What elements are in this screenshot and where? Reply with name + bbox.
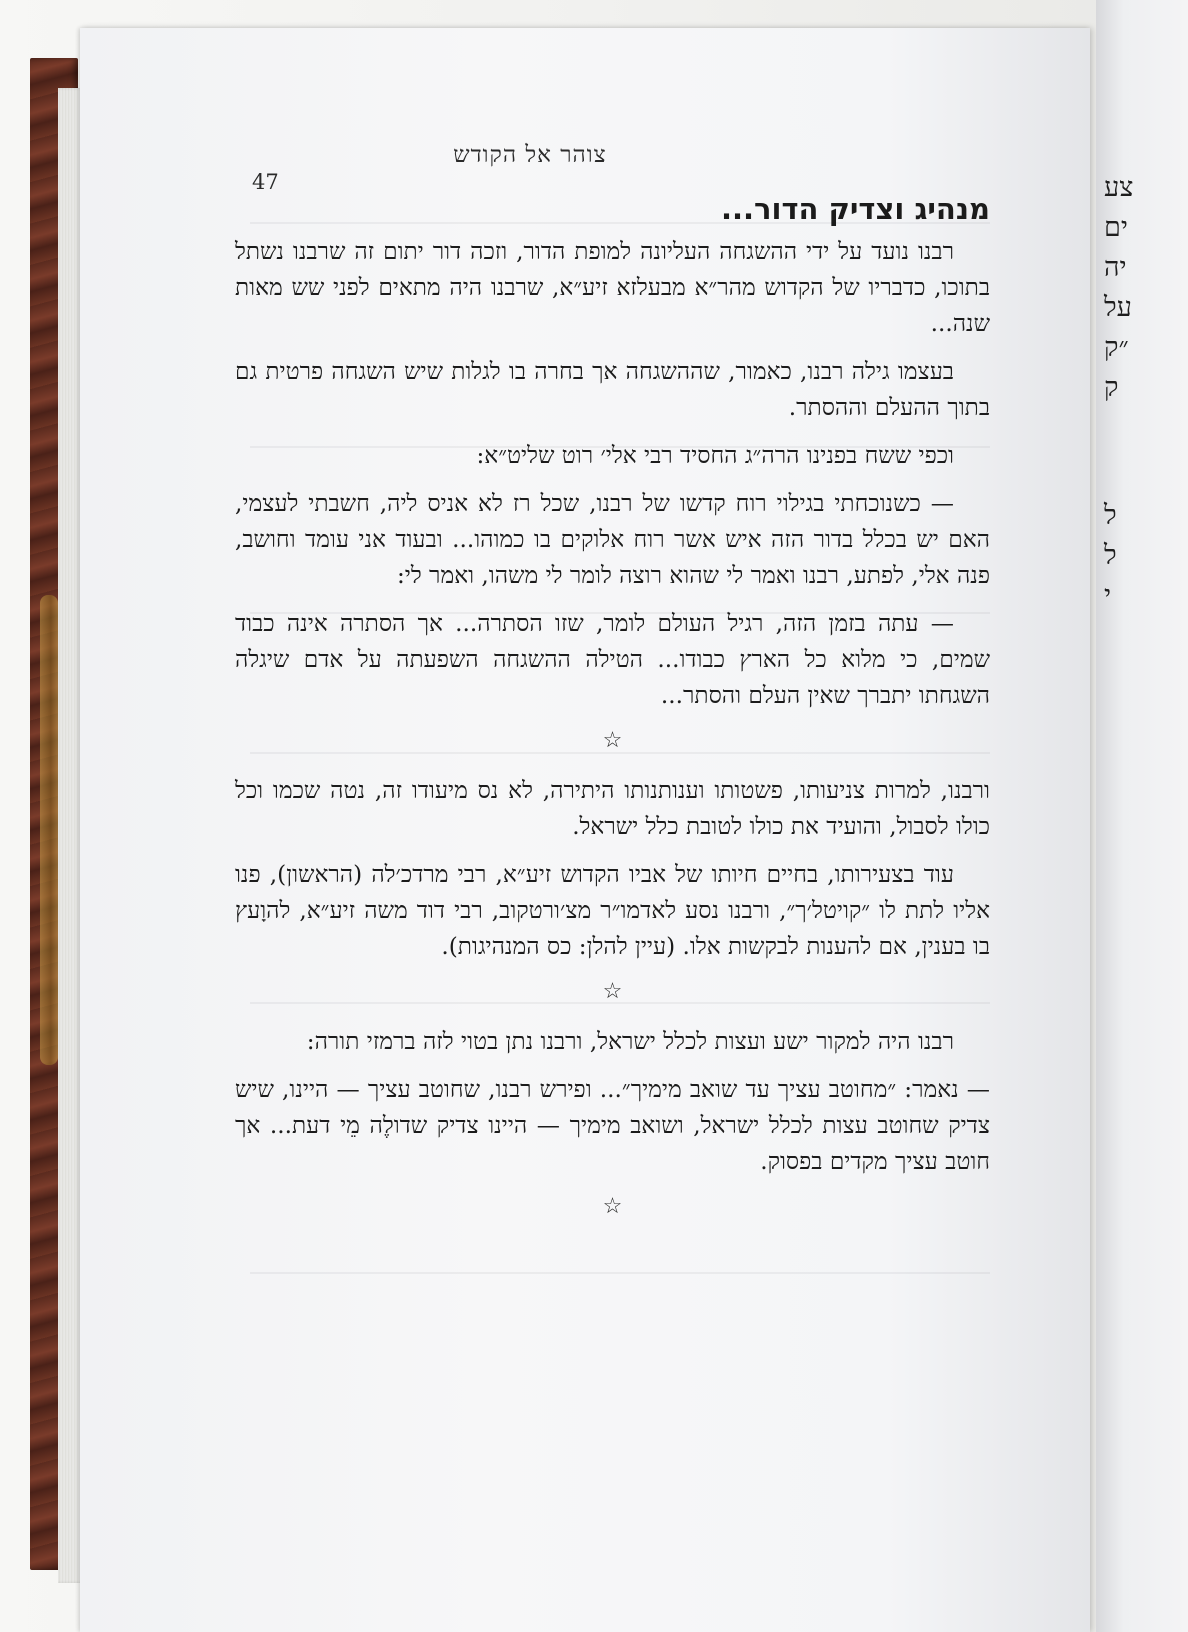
facing-page-fragment: ל [1104, 500, 1117, 531]
facing-page-fragment: י [1104, 580, 1112, 611]
paragraph: ורבנו, למרות צניעותו, פשטותו וענותנותו היתירה, לא נס מיעודו זה, נטה שכמו וכל כולו לסבול, והועיד את כולו לטובת כלל ישראל. [235, 777, 990, 840]
paragraph: עוד בצעירותו, בחיים חיותו של אביו הקדוש זיע״א, רבי מרדכ׳לה (הראשון), פנו אליו לתת לו ״קויטל׳ך״, ורבנו נסע לאדמו״ר מצ׳ורטקוב, רבי דוד משה זיע״א, להוָעץ בו בענין, אם להענות לבקשות אלו. (עיין להלן: כס המנהיגות). [235, 861, 990, 960]
running-header: צוהר אל הקודש [453, 142, 607, 168]
page-body [235, 188, 990, 1239]
paragraph: רבנו נועד על ידי ההשגחה העליונה למופת הדור, וזכה דור יתום זה שרבנו נשתל בתוכו, כדבריו של הקדוש מהר״א מבעלזא זיע״א, שרבנו היה מתאים לפני שש מאות שנה... [235, 238, 990, 337]
bleed-through [250, 1272, 990, 1274]
facing-page-fragment: ק [1104, 372, 1119, 403]
facing-page-fragment: צע [1104, 172, 1134, 203]
page-number: 47 [252, 170, 279, 194]
paragraph: בעצמו גילה רבנו, כאמור, שההשגחה אך בחרה בו לגלות שיש השגחה פרטית גם בתוך ההעלם וההסתר. [235, 358, 990, 421]
star-separator: ☆ [602, 979, 623, 1004]
facing-page-fragment: ים [1104, 212, 1128, 243]
section-title: מנהיג וצדיק הדור... [720, 192, 990, 226]
quote-paragraph: — עתה בזמן הזה, רגיל העולם לומר, שזו הסתרה... אך הסתרה אינה כבוד שמים, כי מלוא כל הארץ כבודו... הטילה ההשגחה השפעתה על אדם שיגלה השגחתו יתברך שאין העלם והסתר... [235, 610, 990, 709]
facing-page-fragment: ל [1104, 540, 1117, 571]
quote-paragraph: — נאמר: ״מחוטב עציך עד שואב מימיך״... ופירש רבנו, שחוטב עציך — היינו, שיש צדיק שחוטב עצות לכלל ישראל, ושואב מימיך — היינו צדיק שדולֶה מֵי דעת... אך חוטב עציך מקדים בפסוק. [235, 1076, 990, 1175]
facing-page-fragment: יה [1104, 252, 1127, 283]
quote-paragraph: — כשנוכחתי בגילוי רוח קדשו של רבנו, שכל רז לא אניס ליה, חשבתי לעצמי, האם יש בכלל בדור הזה איש אשר רוח אלוקים בו כמוהו... ובעוד אני עומד וחושב, פנה אלי, לפתע, רבנו ואמר לי שהוא רוצה לומר לי משהו, ואמר לי: [235, 490, 990, 589]
paragraph: רבנו היה למקור ישע ועצות לכלל ישראל, ורבנו נתן בטוי לזה ברמזי תורה: [306, 1028, 954, 1055]
facing-page-fragment: ״ק [1104, 332, 1129, 363]
facing-page-edge [1096, 0, 1188, 1632]
facing-page-fragment: על [1104, 292, 1132, 323]
star-separator: ☆ [602, 1194, 623, 1219]
paragraph: וכפי ששח בפנינו הרה״ג החסיד רבי אלי׳ רוט שליט״א: [476, 442, 954, 469]
star-separator: ☆ [602, 728, 623, 753]
bookmark-ribbon [40, 595, 58, 1065]
